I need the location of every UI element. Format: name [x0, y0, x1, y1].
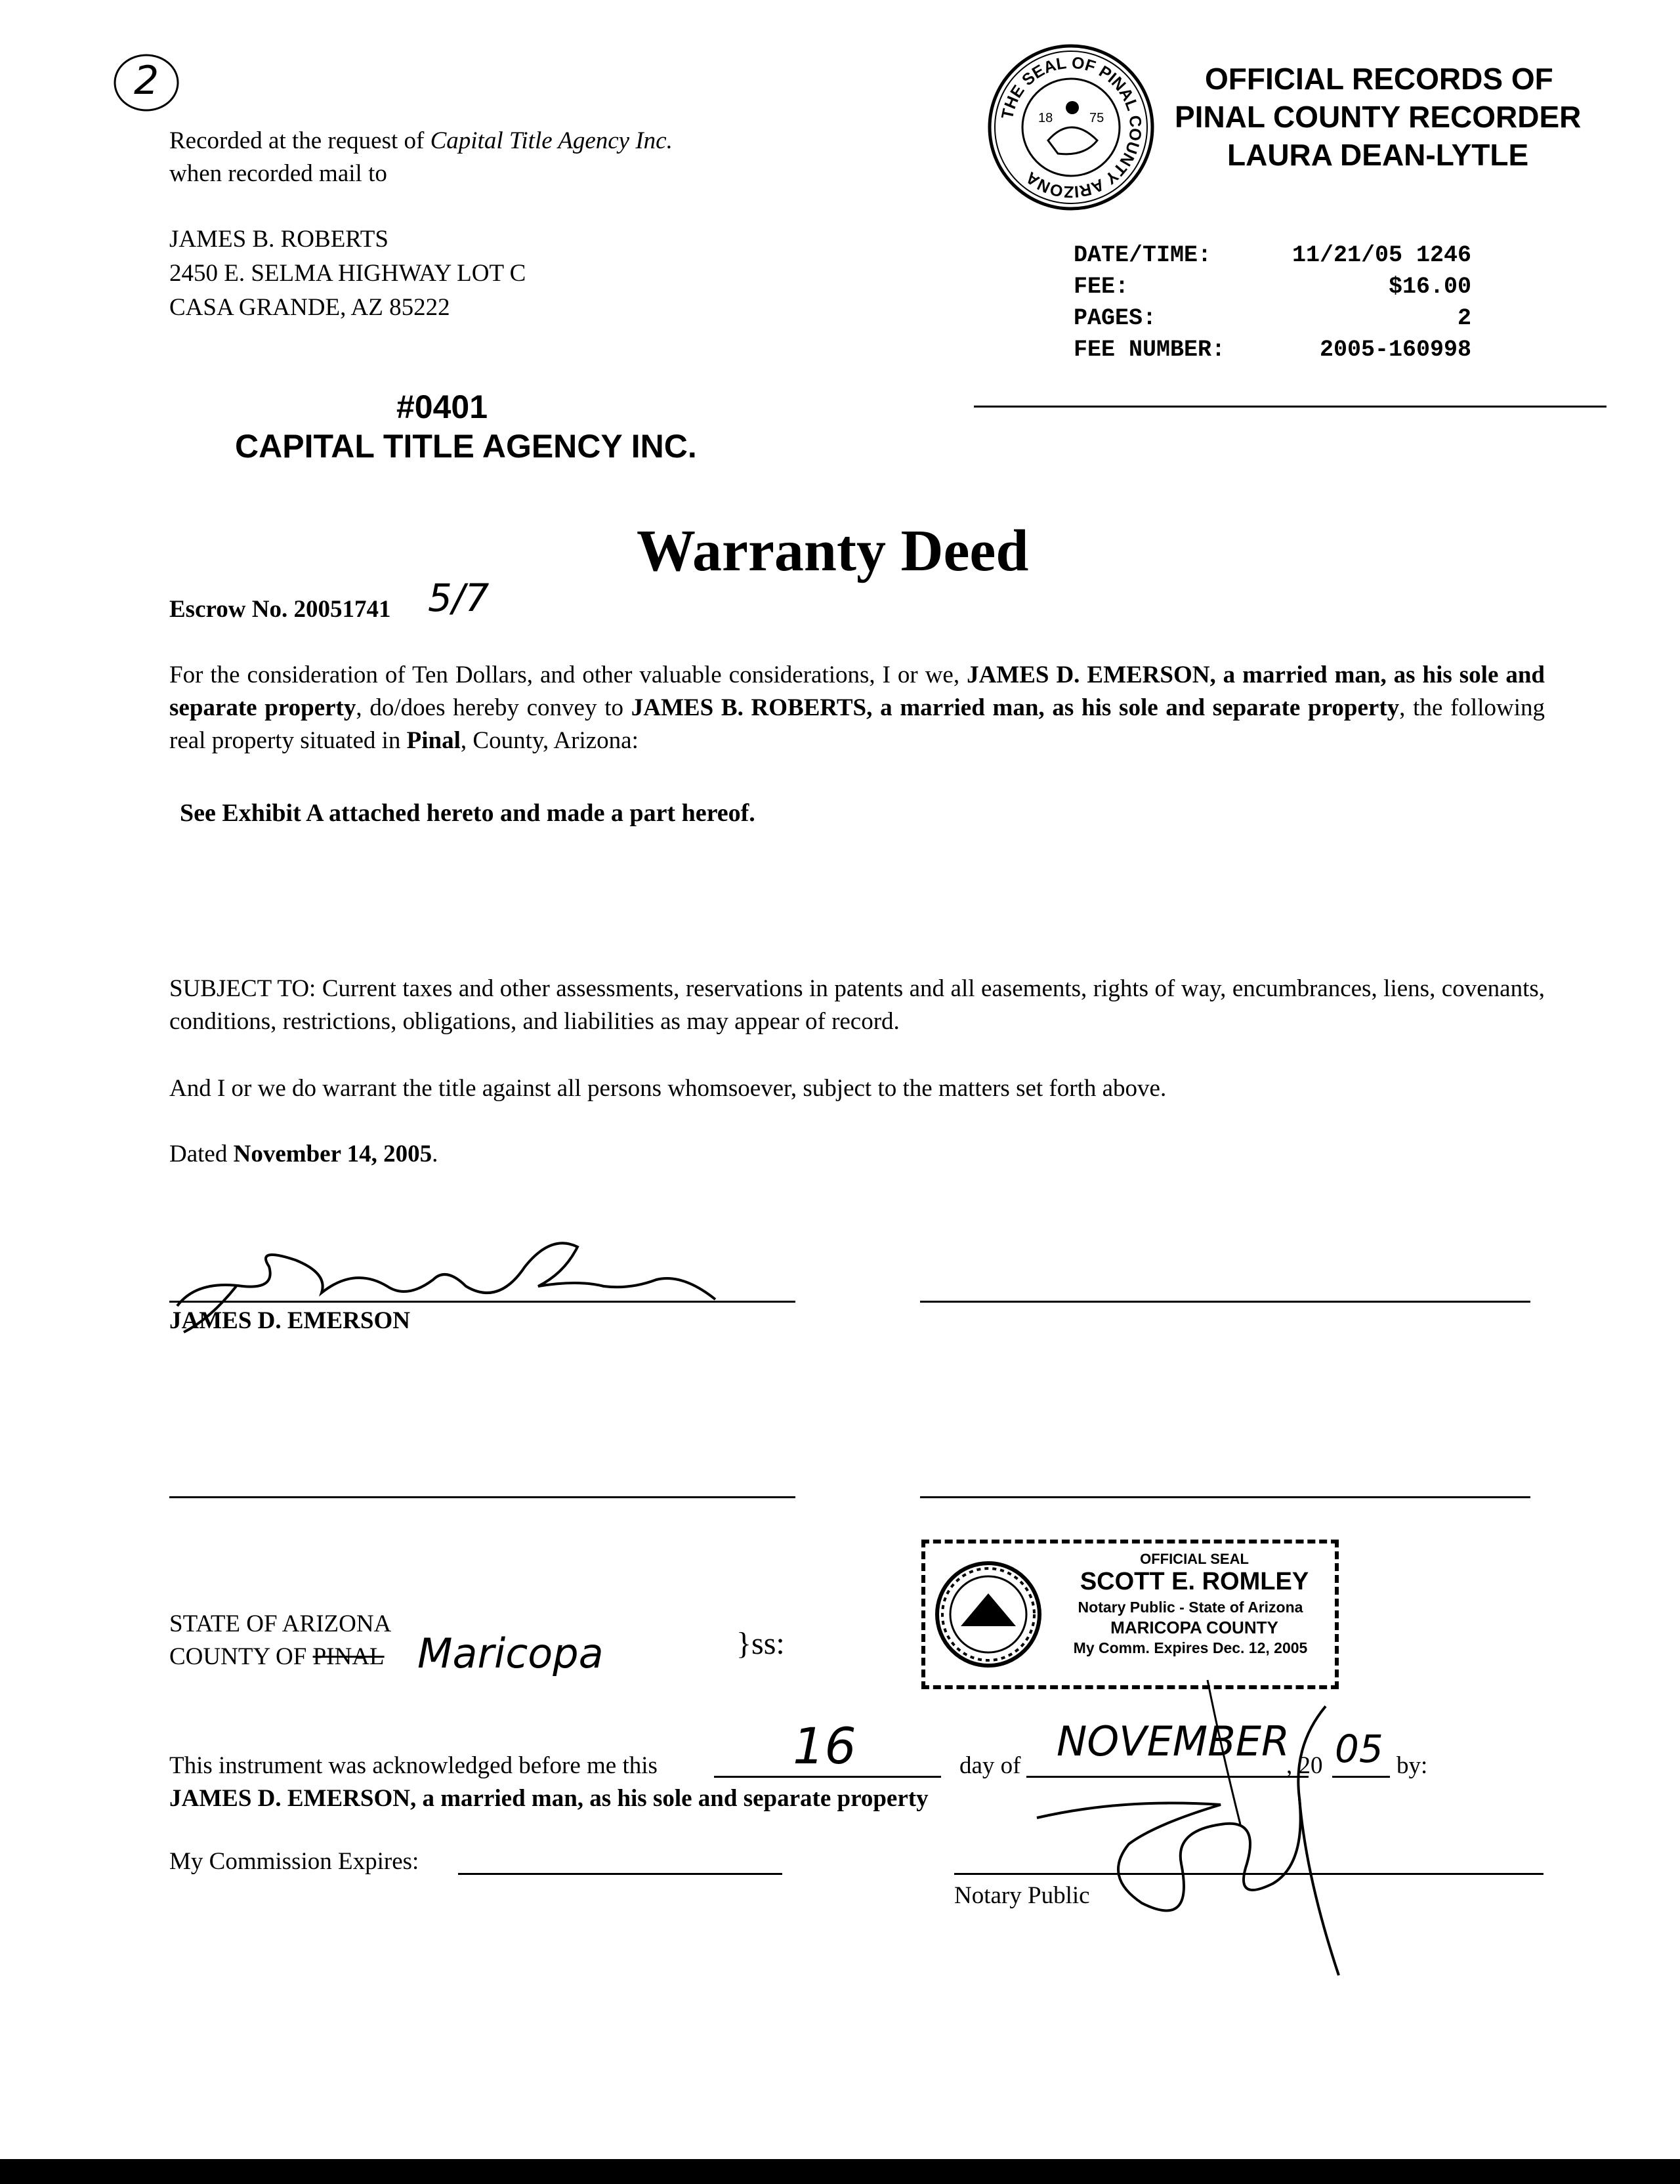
- ack-by: by:: [1396, 1752, 1428, 1779]
- commission-expires-label: My Commission Expires:: [169, 1848, 419, 1875]
- ack-prefix: This instrument was acknowledged before me this: [169, 1752, 658, 1779]
- warrant-statement: And I or we do warrant the title against all persons whomsoever, subject to the matters set forth above.: [169, 1075, 1167, 1102]
- ack-year: 05: [1335, 1727, 1383, 1771]
- official-records-line-2: PINAL COUNTY RECORDER: [1175, 100, 1582, 134]
- arizona-state-seal: [934, 1561, 1042, 1668]
- venue-state: STATE OF ARIZONA: [169, 1610, 392, 1637]
- ack-day-line: [714, 1776, 941, 1778]
- notary-seal-header: OFFICIAL SEAL: [1140, 1551, 1249, 1567]
- notary-expiration: My Comm. Expires Dec. 12, 2005: [1073, 1639, 1308, 1656]
- notary-name: SCOTT E. ROMLEY: [1080, 1568, 1309, 1595]
- field-fee-number: FEE NUMBER: 2005-160998: [1074, 337, 1471, 363]
- handwritten-page-marker: 2: [110, 50, 182, 116]
- mail-to-label: when recorded mail to: [169, 160, 387, 187]
- ack-day: 16: [793, 1717, 856, 1775]
- scan-border-bottom: [0, 2159, 1680, 2184]
- county: Pinal: [406, 727, 461, 754]
- grantee: JAMES B. ROBERTS, a married man, as his sole and separate property: [631, 694, 1400, 721]
- signature-line-grantor: [169, 1301, 795, 1303]
- official-records-line-3: LAURA DEAN-LYTLE: [1227, 138, 1529, 172]
- field-fee: FEE: $16.00: [1074, 274, 1471, 300]
- venue-county: COUNTY OF PINAL: [169, 1643, 385, 1670]
- notary-signature: [1024, 1667, 1365, 1982]
- requesting-agency: Capital Title Agency Inc.: [430, 127, 673, 154]
- ss-notation: }ss:: [736, 1626, 785, 1661]
- ack-year-prefix: , 20: [1286, 1752, 1323, 1779]
- ack-day-of: day of: [959, 1752, 1021, 1779]
- ack-month: NOVEMBER: [1057, 1717, 1290, 1765]
- ack-party: JAMES D. EMERSON, a married man, as his sole and separate property: [169, 1785, 929, 1812]
- signature-line-blank-1: [920, 1301, 1530, 1303]
- notary-county: MARICOPA COUNTY: [1110, 1618, 1278, 1637]
- dated-line: Dated November 14, 2005.: [169, 1141, 438, 1167]
- mail-to-name: JAMES B. ROBERTS: [169, 226, 388, 253]
- signature-line-blank-3: [920, 1496, 1530, 1498]
- dated-date: November 14, 2005: [233, 1141, 432, 1167]
- escrow-number: Escrow No. 20051741: [169, 596, 391, 623]
- field-pages: PAGES: 2: [1074, 305, 1471, 331]
- mail-to-city: CASA GRANDE, AZ 85222: [169, 294, 450, 321]
- document-title: Warranty Deed: [637, 518, 1029, 583]
- subject-to-paragraph: SUBJECT TO: Current taxes and other assessments, reservations in patents and all easements, rights of way, encumbrances, liens, covenants, conditions, restrictions, obligations, and liabilities as may appear of record.: [169, 975, 1545, 1035]
- signer-name: JAMES D. EMERSON: [169, 1307, 410, 1334]
- consideration-paragraph: For the consideration of Ten Dollars, and other valuable considerations, I or we, JAMES D. EMERSON, a married man, as his sole and separate property, do/does hereby convey to JAMES B. ROBERTS, a married man, as his sole and separate property, the following real property situated in Pinal, County, Arizona:: [169, 662, 1545, 754]
- escrow-handwritten-note: 5/7: [428, 576, 490, 620]
- svg-text:75: 75: [1089, 111, 1104, 125]
- recording-fields: [1074, 239, 1471, 365]
- svg-text:18: 18: [1038, 111, 1053, 125]
- agency-stamp-name: CAPITAL TITLE AGENCY INC.: [235, 428, 697, 465]
- grantor: JAMES D. EMERSON, a married man, as his sole and separate property: [169, 662, 1545, 721]
- signature-line-blank-2: [169, 1496, 795, 1498]
- field-date-time: DATE/TIME: 11/21/05 1246: [1074, 242, 1471, 268]
- official-records-line-1: OFFICIAL RECORDS OF: [1205, 62, 1553, 96]
- exhibit-reference: See Exhibit A attached hereto and made a part hereof.: [180, 799, 755, 827]
- commission-expires-line: [458, 1873, 782, 1875]
- notary-public-label: Notary Public: [954, 1882, 1090, 1909]
- pinal-county-seal: [986, 42, 1156, 213]
- records-divider: [974, 406, 1606, 408]
- mail-to-street: 2450 E. SELMA HIGHWAY LOT C: [169, 260, 526, 287]
- county-handwritten: Maricopa: [417, 1629, 604, 1677]
- svg-text:THE SEAL OF PINAL COUNTY ARIZO: THE SEAL OF PINAL COUNTY ARIZONA: [998, 53, 1145, 201]
- notary-state: Notary Public - State of Arizona: [1078, 1599, 1303, 1616]
- agency-stamp-number: #0401: [396, 388, 488, 425]
- county-struck: PINAL: [312, 1643, 385, 1670]
- recorded-request-line: Recorded at the request of Capital Title Agency Inc.: [169, 127, 673, 154]
